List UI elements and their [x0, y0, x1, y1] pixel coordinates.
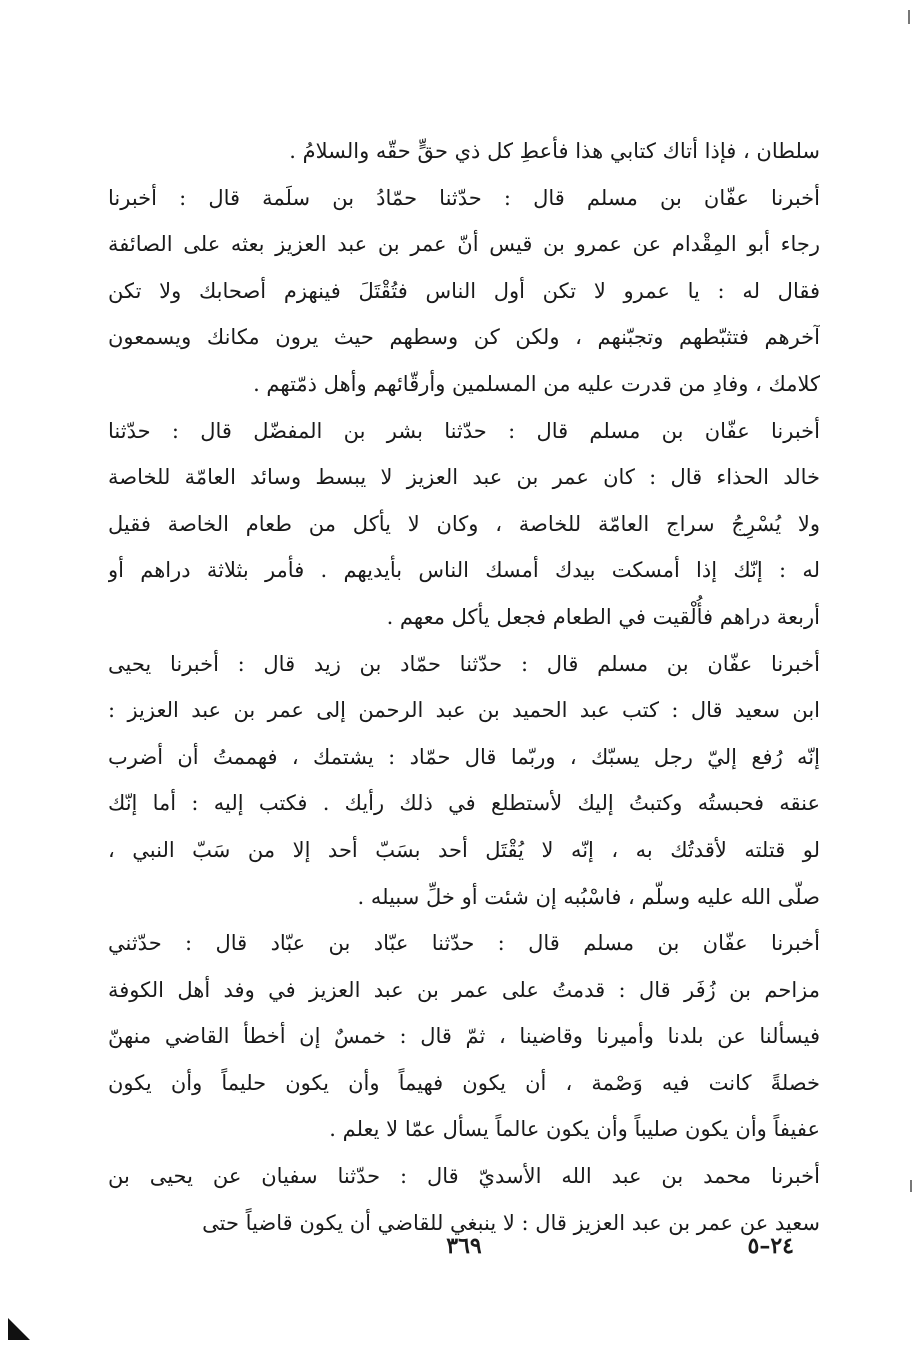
text-line: كلامك ، وفادِ من قدرت عليه من المسلمين وأرقّائهم وأهل ذمّتهم . [253, 371, 820, 396]
text-line: أخبرنا عفّان بن مسلم قال : حدّثنا بشر بن المفضّل قال : حدّثنا [108, 418, 820, 443]
text-line: آخرهم فتثبّطهم وتجبّنهم ، ولكن كن وسطهم حيث يرون مكانك ويسمعون [108, 325, 820, 350]
text-line: فقال له : يا عمرو لا تكن أول الناس فتُقْتَلَ فينهزم أصحابك ولا تكن [108, 278, 820, 303]
scan-edge-mark [908, 10, 910, 24]
text-line: إنّه رُفع إليّ رجل يسبّك ، وربّما قال حمّاد : يشتمك ، فهممتُ أن أضرب [108, 744, 820, 769]
text-line: ولا يُسْرِجُ سراج العامّة للخاصة ، وكان لا يأكل من طعام الخاصة فقيل [108, 511, 820, 536]
text-line: أخبرنا محمد بن عبد الله الأسديّ قال : حدّثنا سفيان عن يحيى بن [108, 1164, 820, 1189]
scan-edge-mark [910, 1180, 912, 1192]
text-line: ابن سعيد قال : كتب عبد الحميد بن عبد الرحمن إلى عمر بن عبد العزيز : [108, 698, 820, 723]
text-line: أربعة دراهم فأُلْقيت في الطعام فجعل يأكل معهم . [386, 604, 820, 629]
text-line: سعيد عن عمر بن عبد العزيز قال : لا ينبغي للقاضي أن يكون قاضياً حتى [202, 1210, 820, 1235]
text-line: مزاحم بن زُفَر قال : قدمتُ على عمر بن عبد العزيز في وفد أهل الكوفة [108, 977, 820, 1002]
text-line: أخبرنا عفّان بن مسلم قال : حدّثنا حمّادُ بن سلَمة قال : أخبرنا [108, 185, 820, 210]
text-line: عنقه فحبستُه وكتبتُ إليك لأستطلع في ذلك رأيك . فكتب إليه : أما إنّك [108, 791, 820, 816]
text-line: خالد الحذاء قال : كان عمر بن عبد العزيز لا يبسط وسائد العامّة للخاصة [108, 465, 820, 490]
corner-triangle-icon [8, 1318, 30, 1340]
page-footer [108, 1226, 820, 1266]
text-line: له : إنّك إذا أمسكت بيدك أمسك الناس بأيديهم . فأمر بثلاثة دراهم أو [108, 558, 820, 583]
text-line: سلطان ، فإذا أتاك كتابي هذا فأعطِ كل ذي حقٍّ حقّه والسلامُ . [289, 139, 820, 163]
text-line: خصلةً كانت فيه وَصْمة ، أن يكون فهيماً وأن يكون حليماً وأن يكون [108, 1070, 820, 1095]
printer-signature: ٢٤–٥ [747, 1233, 794, 1259]
text-line: عفيفاً وأن يكون صليباً وأن يكون عالماً يسأل عمّا لا يعلم . [329, 1117, 820, 1142]
text-line: أخبرنا عفّان بن مسلم قال : حدّثنا عبّاد بن عبّاد قال : حدّثني [108, 931, 820, 956]
body-text [108, 128, 820, 1246]
text-line: لو قتلته لأقدتُك به ، إنّه لا يُقْتَل أحد بسَبّ أحد إلا من سَبّ النبي ، [108, 837, 820, 862]
text-line: صلّى الله عليه وسلّم ، فاسْبُبه إن شئت أو خلِّ سبيله . [357, 884, 820, 909]
page-number: ٣٦٩ [446, 1233, 482, 1259]
text-line: رجاء أبو المِقْدام عن عمرو بن قيس أنّ عمر بن عبد العزيز بعثه على الصائفة [108, 232, 820, 257]
text-line: أخبرنا عفّان بن مسلم قال : حدّثنا حمّاد بن زيد قال : أخبرنا يحيى [108, 651, 820, 676]
text-line: فيسألنا عن بلدنا وأميرنا وقاضينا ، ثمّ قال : خمسٌ إن أخطأ القاضي منهنّ [108, 1024, 820, 1049]
